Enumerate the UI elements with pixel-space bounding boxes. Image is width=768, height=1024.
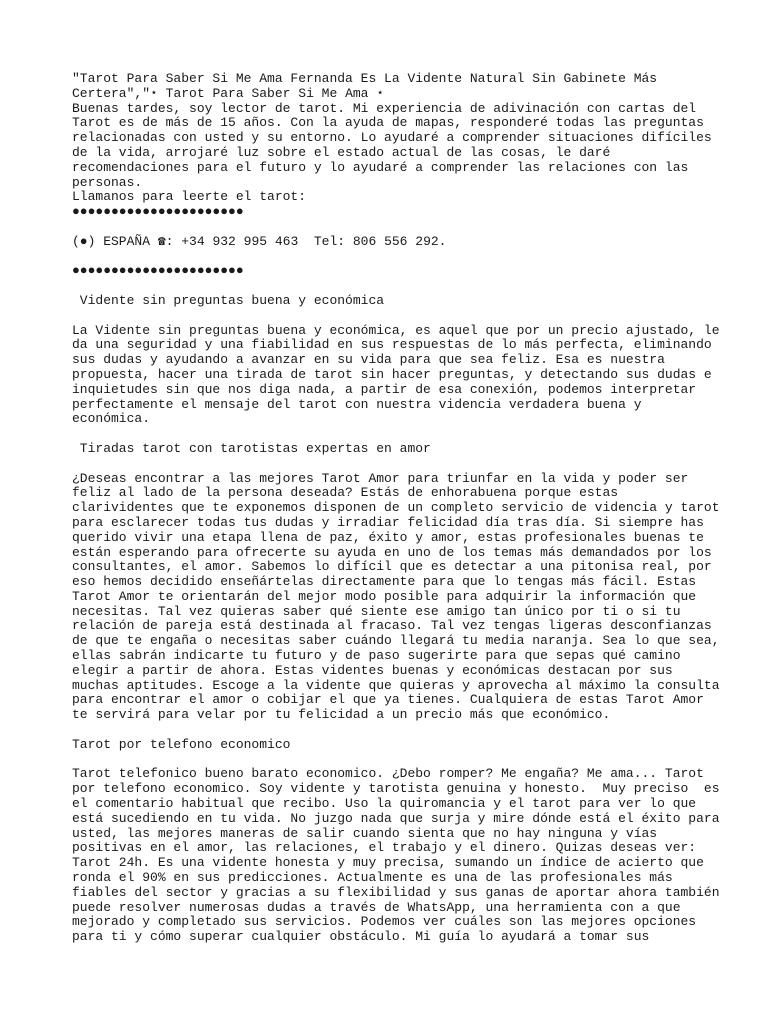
paragraph-line: económica. bbox=[72, 411, 151, 427]
paragraph-line: da una seguridad y una fiabilidad en sus respuestas de lo más perfecta, eliminando bbox=[72, 337, 712, 353]
paragraph-line: muchas aptitudes. Escoge a la vidente que quieras y aprovecha al máximo la consulta bbox=[72, 677, 720, 693]
intro-paragraph-line: relacionadas con usted y su entorno. Lo ayudaré a comprender situaciones difíciles bbox=[72, 130, 712, 146]
paragraph-line: La Vidente sin preguntas buena y económica, es aquel que por un precio ajustado, le bbox=[72, 322, 720, 338]
document-title-line: Certera","⋆ Tarot Para Saber Si Me Ama ⋆ bbox=[72, 85, 385, 101]
intro-paragraph-line: personas. bbox=[72, 174, 143, 190]
paragraph-line: necesitas. Tal vez quieras saber qué siente ese amigo tan único por ti o si tu bbox=[72, 603, 681, 619]
paragraph-line: inquietudes sin que nos diga nada, a partir de esa conexión, podemos interpretar bbox=[72, 381, 697, 397]
intro-block bbox=[72, 71, 712, 279]
intro-paragraph-line: recomendaciones para el futuro y lo ayudaré a comprender las relaciones con las bbox=[72, 159, 689, 175]
section-tiradas-tarot-amor bbox=[72, 440, 720, 723]
paragraph-line: clarividentes que te exponemos disponen de un completo servicio de videncia y tarot bbox=[72, 500, 720, 516]
section-heading: Tarot por telefono economico bbox=[72, 736, 291, 752]
dots-divider-top: ●●●●●●●●●●●●●●●●●●●●●● bbox=[72, 204, 244, 220]
paragraph-line: relación de pareja está destinada al fracaso. Tal vez tengas ligeras desconfianzas bbox=[72, 618, 712, 634]
section-vidente-sin-preguntas bbox=[72, 292, 720, 427]
paragraph-line: querido vivir una etapa llena de paz, éxito y amor, estas profesionales buenas te bbox=[72, 529, 704, 545]
paragraph-line: de que te engaña o necesitas saber cuándo llegará tu media naranja. Sea lo que sea, bbox=[72, 633, 720, 649]
intro-paragraph-line: de la vida, arrojaré luz sobre el estado actual de las cosas, le daré bbox=[72, 144, 611, 160]
paragraph-line: usted, las mejores maneras de salir cuando sienta que no hay ninguna y vías bbox=[72, 825, 658, 841]
document-page bbox=[72, 71, 720, 945]
paragraph-line: feliz al lado de la persona deseada? Estás de enhorabuena porque estas bbox=[72, 485, 619, 501]
paragraph-line: está sucediendo en tu vida. No juzgo nada que surja y mire dónde está el éxito para bbox=[72, 810, 720, 826]
section-heading: Tiradas tarot con tarotistas expertas en amor bbox=[72, 440, 431, 456]
paragraph-line: por telefono economico. Soy vidente y tarotista genuina y honesto. Muy preciso es bbox=[72, 781, 720, 797]
paragraph-line: perfectamente el mensaje del tarot con nuestra videncia verdadera buena y bbox=[72, 396, 642, 412]
paragraph-line: están esperando para ofrecerte su ayuda en uno de los temas más demandados por los bbox=[72, 544, 712, 560]
paragraph-line: Tarot telefonico bueno barato economico. ¿Debo romper? Me engaña? Me ama... Tarot bbox=[72, 766, 704, 782]
paragraph-line: consultantes, el amor. Sabemos lo difícil que es detectar a una pitonisa real, por bbox=[72, 559, 712, 575]
paragraph-line: puede resolver numerosas dudas a través de WhatsApp, una herramienta con a que bbox=[72, 899, 681, 915]
paragraph-line: sus dudas y ayudando a avanzar en su vida para que sea feliz. Esa es nuestra bbox=[72, 352, 665, 368]
paragraph-line: mejorado y completado sus servicios. Podemos ver cuáles son las mejores opciones bbox=[72, 914, 697, 930]
intro-paragraph-line: Tarot es de más de 15 años. Con la ayuda de mapas, responderé todas las preguntas bbox=[72, 115, 704, 131]
paragraph-line: para esclarecer todas tus dudas y irradiar felicidad día tras día. Si siempre has bbox=[72, 514, 704, 530]
paragraph-line: eso hemos decidido enseñártelas directamente para que lo tengas más fácil. Estas bbox=[72, 574, 697, 590]
paragraph-line: ¿Deseas encontrar a las mejores Tarot Amor para triunfar en la vida y poder ser bbox=[72, 470, 689, 486]
paragraph-line: fiables del sector y gracias a su flexibilidad y sus ganas de aportar ahora también bbox=[72, 884, 720, 900]
document-title-line: "Tarot Para Saber Si Me Ama Fernanda Es La Vidente Natural Sin Gabinete Más bbox=[72, 71, 658, 86]
section-heading: Vidente sin preguntas buena y económica bbox=[72, 292, 385, 308]
section-tarot-telefono-economico bbox=[72, 736, 720, 945]
paragraph-line: Tarot 24h. Es una vidente honesta y muy precisa, sumando un índice de acierto que bbox=[72, 855, 704, 871]
contact-phone-line: (●) ESPAÑA ☎: +34 932 995 463 Tel: 806 556 292. bbox=[72, 233, 447, 249]
intro-paragraph-line: Buenas tardes, soy lector de tarot. Mi experiencia de adivinación con cartas del bbox=[72, 100, 697, 116]
paragraph-line: Tarot Amor te orientarán del mejor modo posible para adquirir la información que bbox=[72, 588, 697, 604]
paragraph-line: el comentario habitual que recibo. Uso la quiromancia y el tarot para ver lo que bbox=[72, 796, 697, 812]
paragraph-line: te servirá para velar por tu felicidad a un precio más que económico. bbox=[72, 707, 611, 723]
paragraph-line: elegir a partir de ahora. Estas videntes buenas y económicas destacan por sus bbox=[72, 662, 673, 678]
paragraph-line: propuesta, hacer una tirada de tarot sin hacer preguntas, y detectando sus dudas e bbox=[72, 366, 712, 382]
call-to-action-line: Llamanos para leerte el tarot: bbox=[72, 189, 307, 205]
paragraph-line: ronda el 90% en sus predicciones. Actualmente es una de las profesionales más bbox=[72, 870, 673, 886]
paragraph-line: para ti y cómo superar cualquier obstáculo. Mi guía lo ayudará a tomar sus bbox=[72, 929, 650, 945]
paragraph-line: positivas en el amor, las relaciones, el trabajo y el dinero. Quizas deseas ver: bbox=[72, 840, 697, 856]
paragraph-line: ellas sabrán indicarte tu futuro y de paso sugerirte para que sepas qué camino bbox=[72, 648, 681, 664]
paragraph-line: para encontrar el amor o cobijar el que ya tienes. Cualquiera de estas Tarot Amor bbox=[72, 692, 704, 708]
dots-divider-bottom: ●●●●●●●●●●●●●●●●●●●●●● bbox=[72, 263, 244, 279]
